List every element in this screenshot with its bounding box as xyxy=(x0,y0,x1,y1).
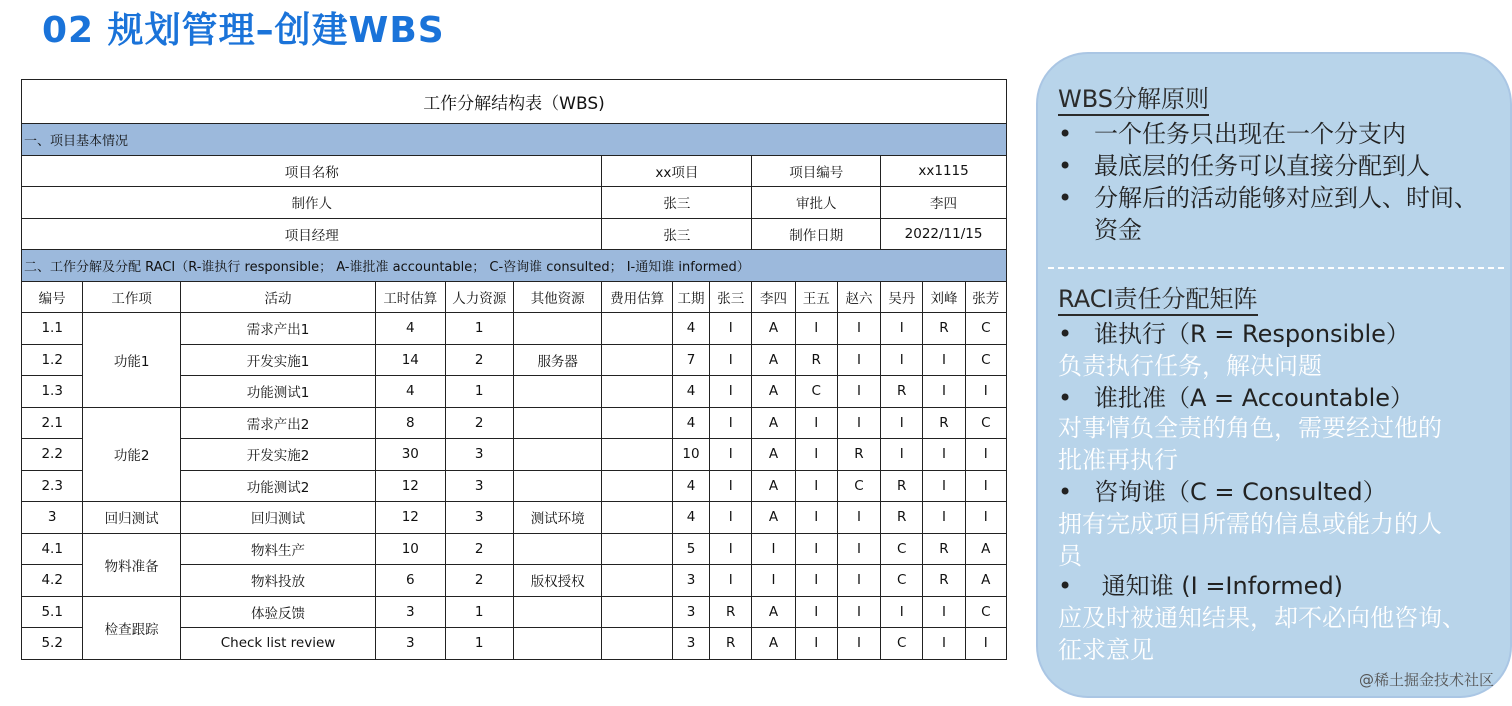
cell-raci: I xyxy=(923,596,965,628)
cell-other-resource xyxy=(513,470,602,502)
column-header: 李四 xyxy=(752,281,795,313)
cell-id: 1.1 xyxy=(22,313,83,345)
cell-other-resource xyxy=(513,596,602,628)
cell-raci: R xyxy=(923,565,965,597)
column-header: 费用估算 xyxy=(602,281,672,313)
cell-hours: 4 xyxy=(376,313,445,345)
info-row xyxy=(22,218,1007,250)
cell-cost xyxy=(602,502,672,534)
raci-title: RACI责任分配矩阵 xyxy=(1058,284,1258,316)
column-header: 活动 xyxy=(180,281,375,313)
cell-raci: I xyxy=(837,407,880,439)
raci-a-desc: 批准再执行 xyxy=(1058,446,1178,474)
cell-raci: I xyxy=(795,628,837,660)
cell-raci: A xyxy=(752,344,795,376)
cell-raci: I xyxy=(710,470,752,502)
cell-raci: I xyxy=(965,628,1006,660)
cell-raci: R xyxy=(881,502,923,534)
cell-other-resource: 测试环境 xyxy=(513,502,602,534)
cell-hours: 3 xyxy=(376,628,445,660)
cell-raci: I xyxy=(965,376,1006,408)
cell-activity: 需求产出2 xyxy=(180,407,375,439)
cell-raci: I xyxy=(837,533,880,565)
cell-raci: A xyxy=(752,596,795,628)
cell-hours: 30 xyxy=(376,439,445,471)
cell-raci: I xyxy=(837,344,880,376)
cell-people: 2 xyxy=(445,407,513,439)
cell-people: 1 xyxy=(445,628,513,660)
cell-days: 4 xyxy=(672,407,709,439)
cell-other-resource: 服务器 xyxy=(513,344,602,376)
cell-raci: C xyxy=(881,565,923,597)
cell-hours: 12 xyxy=(376,470,445,502)
info-label: 项目编号 xyxy=(752,155,881,187)
wbs-principles-title: WBS分解原则 xyxy=(1058,84,1209,116)
column-header: 赵六 xyxy=(837,281,880,313)
cell-raci: A xyxy=(752,502,795,534)
cell-raci: I xyxy=(881,313,923,345)
cell-raci: R xyxy=(710,596,752,628)
column-header: 工期 xyxy=(672,281,709,313)
cell-raci: R xyxy=(710,628,752,660)
info-value: 张三 xyxy=(602,187,752,219)
column-header: 王五 xyxy=(795,281,837,313)
cell-work-item: 功能1 xyxy=(83,313,181,408)
cell-days: 4 xyxy=(672,470,709,502)
cell-id: 2.2 xyxy=(22,439,83,471)
info-value: xx项目 xyxy=(602,155,752,187)
cell-cost xyxy=(602,344,672,376)
wbs-bullet: • 一个任务只出现在一个分支内 xyxy=(1058,120,1406,148)
cell-raci: I xyxy=(923,502,965,534)
cell-other-resource xyxy=(513,533,602,565)
cell-cost xyxy=(602,313,672,345)
cell-raci: A xyxy=(752,470,795,502)
table-row xyxy=(22,313,1007,345)
cell-raci: I xyxy=(837,628,880,660)
info-label: 审批人 xyxy=(752,187,881,219)
cell-cost xyxy=(602,407,672,439)
cell-other-resource xyxy=(513,376,602,408)
cell-raci: I xyxy=(710,376,752,408)
wbs-table xyxy=(21,79,1007,660)
cell-raci: I xyxy=(795,470,837,502)
cell-people: 1 xyxy=(445,313,513,345)
cell-people: 3 xyxy=(445,502,513,534)
cell-cost xyxy=(602,376,672,408)
table-row xyxy=(22,533,1007,565)
cell-hours: 10 xyxy=(376,533,445,565)
cell-raci: I xyxy=(965,502,1006,534)
raci-c-desc: 员 xyxy=(1058,542,1082,570)
cell-people: 2 xyxy=(445,565,513,597)
source-watermark: @稀土掘金技术社区 xyxy=(1358,671,1494,689)
cell-raci: C xyxy=(965,344,1006,376)
cell-other-resource: 版权授权 xyxy=(513,565,602,597)
cell-raci: I xyxy=(837,596,880,628)
cell-days: 7 xyxy=(672,344,709,376)
cell-raci: I xyxy=(881,439,923,471)
cell-raci: I xyxy=(795,596,837,628)
cell-id: 1.2 xyxy=(22,344,83,376)
cell-raci: I xyxy=(710,313,752,345)
cell-raci: C xyxy=(795,376,837,408)
cell-people: 1 xyxy=(445,596,513,628)
cell-raci: I xyxy=(837,313,880,345)
cell-cost xyxy=(602,533,672,565)
cell-raci: R xyxy=(795,344,837,376)
info-label: 项目名称 xyxy=(22,155,602,187)
cell-hours: 4 xyxy=(376,376,445,408)
cell-raci: I xyxy=(923,344,965,376)
cell-raci: A xyxy=(965,565,1006,597)
cell-days: 3 xyxy=(672,565,709,597)
cell-people: 1 xyxy=(445,376,513,408)
info-value: xx1115 xyxy=(881,155,1007,187)
column-header: 编号 xyxy=(22,281,83,313)
cell-days: 5 xyxy=(672,533,709,565)
cell-days: 4 xyxy=(672,313,709,345)
raci-i-title: • 通知谁 (I =Informed) xyxy=(1058,572,1344,600)
column-header: 人力资源 xyxy=(445,281,513,313)
cell-raci: R xyxy=(923,407,965,439)
cell-id: 1.3 xyxy=(22,376,83,408)
cell-days: 10 xyxy=(672,439,709,471)
cell-hours: 6 xyxy=(376,565,445,597)
cell-people: 3 xyxy=(445,470,513,502)
cell-other-resource xyxy=(513,313,602,345)
cell-raci: A xyxy=(752,376,795,408)
cell-activity: 物料投放 xyxy=(180,565,375,597)
cell-raci: I xyxy=(795,439,837,471)
cell-raci: I xyxy=(965,439,1006,471)
cell-id: 2.1 xyxy=(22,407,83,439)
cell-days: 4 xyxy=(672,502,709,534)
cell-other-resource xyxy=(513,628,602,660)
cell-raci: A xyxy=(752,439,795,471)
cell-raci: R xyxy=(923,313,965,345)
cell-raci: C xyxy=(881,628,923,660)
cell-people: 2 xyxy=(445,533,513,565)
cell-raci: I xyxy=(710,439,752,471)
cell-raci: A xyxy=(752,628,795,660)
raci-r-title: • 谁执行（R = Responsible） xyxy=(1058,320,1410,348)
cell-other-resource xyxy=(513,407,602,439)
cell-raci: I xyxy=(795,502,837,534)
cell-days: 3 xyxy=(672,628,709,660)
cell-activity: 需求产出1 xyxy=(180,313,375,345)
cell-cost xyxy=(602,565,672,597)
cell-activity: 功能测试2 xyxy=(180,470,375,502)
cell-raci: I xyxy=(837,565,880,597)
cell-people: 3 xyxy=(445,439,513,471)
wbs-bullet-continued: 资金 xyxy=(1094,216,1142,244)
cell-raci: I xyxy=(795,313,837,345)
cell-raci: C xyxy=(965,596,1006,628)
table-row xyxy=(22,596,1007,628)
cell-hours: 12 xyxy=(376,502,445,534)
cell-raci: I xyxy=(881,596,923,628)
cell-id: 3 xyxy=(22,502,83,534)
cell-raci: I xyxy=(965,470,1006,502)
cell-raci: A xyxy=(752,313,795,345)
cell-raci: R xyxy=(923,533,965,565)
cell-raci: C xyxy=(837,470,880,502)
cell-raci: I xyxy=(923,470,965,502)
raci-a-desc: 对事情负全责的角色，需要经过他的 xyxy=(1058,414,1442,442)
info-label: 制作人 xyxy=(22,187,602,219)
wbs-bullet: • 最底层的任务可以直接分配到人 xyxy=(1058,152,1430,180)
cell-id: 2.3 xyxy=(22,470,83,502)
cell-hours: 3 xyxy=(376,596,445,628)
cell-raci: R xyxy=(837,439,880,471)
cell-activity: Check list review xyxy=(180,628,375,660)
raci-c-desc: 拥有完成项目所需的信息或能力的人 xyxy=(1058,510,1442,538)
raci-r-desc: 负责执行任务，解决问题 xyxy=(1058,352,1322,380)
column-header: 吴丹 xyxy=(881,281,923,313)
column-header: 张三 xyxy=(710,281,752,313)
cell-other-resource xyxy=(513,439,602,471)
cell-raci: R xyxy=(881,470,923,502)
cell-id: 5.2 xyxy=(22,628,83,660)
raci-c-title: • 咨询谁（C = Consulted） xyxy=(1058,478,1387,506)
info-row xyxy=(22,187,1007,219)
principles-panel xyxy=(1036,52,1512,698)
section-raci: 二、工作分解及分配 RACI（R-谁执行 responsible； A-谁批准 accountable； C-咨询谁 consulted； I-通知谁 informed） xyxy=(22,250,1007,282)
cell-people: 2 xyxy=(445,344,513,376)
cell-work-item: 检查跟踪 xyxy=(83,596,181,659)
cell-raci: I xyxy=(710,533,752,565)
cell-work-item: 功能2 xyxy=(83,407,181,502)
cell-raci: I xyxy=(923,376,965,408)
table-row xyxy=(22,502,1007,534)
section-basic-info: 一、项目基本情况 xyxy=(22,124,1007,156)
cell-days: 4 xyxy=(672,376,709,408)
column-header-row xyxy=(22,281,1007,313)
cell-raci: I xyxy=(923,439,965,471)
cell-raci: C xyxy=(965,313,1006,345)
info-value: 李四 xyxy=(881,187,1007,219)
raci-i-desc: 征求意见 xyxy=(1058,636,1154,664)
cell-cost xyxy=(602,470,672,502)
cell-activity: 回归测试 xyxy=(180,502,375,534)
cell-raci: I xyxy=(752,565,795,597)
column-header: 其他资源 xyxy=(513,281,602,313)
cell-raci: I xyxy=(881,344,923,376)
cell-raci: I xyxy=(881,407,923,439)
cell-raci: I xyxy=(795,565,837,597)
cell-id: 4.2 xyxy=(22,565,83,597)
info-value: 张三 xyxy=(602,218,752,250)
info-label: 项目经理 xyxy=(22,218,602,250)
cell-raci: I xyxy=(710,502,752,534)
cell-raci: I xyxy=(710,344,752,376)
info-label: 制作日期 xyxy=(752,218,881,250)
raci-i-desc: 应及时被通知结果，却不必向他咨询、 xyxy=(1058,604,1466,632)
cell-raci: A xyxy=(965,533,1006,565)
cell-activity: 物料生产 xyxy=(180,533,375,565)
cell-raci: I xyxy=(795,533,837,565)
table-title: 工作分解结构表（WBS) xyxy=(22,80,1007,124)
wbs-bullet: • 分解后的活动能够对应到人、时间、 xyxy=(1058,184,1478,212)
cell-raci: I xyxy=(923,628,965,660)
page-title: 02 规划管理–创建WBS xyxy=(42,10,445,51)
cell-id: 5.1 xyxy=(22,596,83,628)
column-header: 工作项 xyxy=(83,281,181,313)
column-header: 张芳 xyxy=(965,281,1006,313)
column-header: 刘峰 xyxy=(923,281,965,313)
cell-cost xyxy=(602,439,672,471)
cell-activity: 开发实施1 xyxy=(180,344,375,376)
cell-raci: C xyxy=(881,533,923,565)
cell-activity: 体验反馈 xyxy=(180,596,375,628)
info-value: 2022/11/15 xyxy=(881,218,1007,250)
cell-raci: R xyxy=(881,376,923,408)
cell-raci: C xyxy=(965,407,1006,439)
cell-work-item: 回归测试 xyxy=(83,502,181,534)
info-row xyxy=(22,155,1007,187)
cell-activity: 开发实施2 xyxy=(180,439,375,471)
cell-raci: I xyxy=(752,533,795,565)
table-row xyxy=(22,407,1007,439)
panel-divider xyxy=(1048,267,1504,269)
cell-hours: 14 xyxy=(376,344,445,376)
cell-days: 3 xyxy=(672,596,709,628)
cell-raci: I xyxy=(795,407,837,439)
cell-cost xyxy=(602,628,672,660)
cell-raci: I xyxy=(710,565,752,597)
cell-work-item: 物料准备 xyxy=(83,533,181,596)
cell-id: 4.1 xyxy=(22,533,83,565)
cell-cost xyxy=(602,596,672,628)
cell-raci: I xyxy=(710,407,752,439)
column-header: 工时估算 xyxy=(376,281,445,313)
cell-activity: 功能测试1 xyxy=(180,376,375,408)
cell-raci: I xyxy=(837,376,880,408)
cell-hours: 8 xyxy=(376,407,445,439)
cell-raci: A xyxy=(752,407,795,439)
cell-raci: I xyxy=(837,502,880,534)
raci-a-title: • 谁批准（A = Accountable） xyxy=(1058,384,1415,412)
